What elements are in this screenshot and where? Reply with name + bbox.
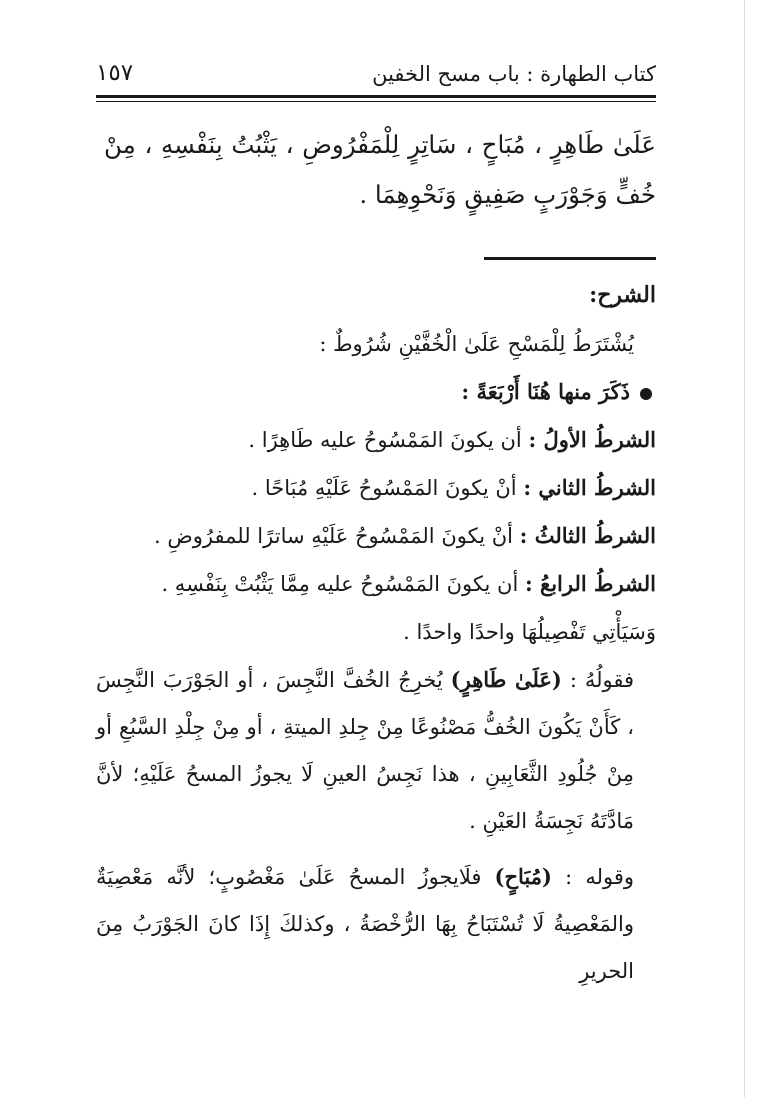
page-header	[96, 56, 656, 96]
condition-item	[96, 560, 656, 608]
header-rule-thin	[96, 101, 656, 102]
page-number: ١٥٧	[96, 60, 134, 86]
header-rule-thick	[96, 95, 656, 98]
condition-label: الشرطُ الرابعُ :	[524, 571, 656, 596]
condition-item	[96, 512, 656, 560]
condition-item	[96, 416, 656, 464]
paragraph-taher	[96, 656, 656, 845]
condition-text: أنْ يكونَ المَمْسُوحُ عَلَيْهِ ساترًا للمفرُوضِ .	[154, 524, 513, 548]
detail-note: وَسَيَأْتِي تَفْصِيلُهَا واحدًا واحدًا .	[403, 620, 656, 644]
condition-text: أنْ يكونَ المَمْسُوحُ عَلَيْهِ مُبَاحًا .	[251, 476, 517, 500]
para1-lead: فقولُهُ :	[569, 668, 634, 692]
para1-text: يُخرِجُ الخُفَّ النَّجِسَ ، أو الجَوْرَبَ النَّجِسَ ، كَأَنْ يَكُونَ الخُفُّ مَصْنُوعًا مِنْ جِلدِ الميتةِ ، أو مِنْ جِلْدِ السَّبُعِ أو مِنْ جُلُودِ الثَّعَابِينِ ، هذا نَجِسُ العينِ لَا يجوزُ المسحُ عَلَيْهِ؛ لأنَّ مَادَّتَهُ نَجِسَةُ العَيْنِ .	[96, 668, 634, 833]
condition-label: الشرطُ الثالثُ :	[519, 523, 656, 548]
condition-label: الشرطُ الثاني :	[523, 475, 656, 500]
main-text: عَلَىٰ طَاهِرٍ ، مُبَاحٍ ، سَاتِرٍ لِلْمَفْرُوضِ ، يَثْبُتُ بِنَفْسِهِ ، مِنْ خُفٍّ وَجَوْرَبٍ صَفِيقٍ وَنَحْوِهِمَا .	[104, 130, 656, 209]
paragraph-gap	[96, 845, 656, 853]
condition-text: أن يكونَ المَمْسُوحُ عليه مِمَّا يَثْبُتْ بِنَفْسِهِ .	[161, 572, 519, 596]
running-title: كتاب الطهارة : باب مسح الخفين	[372, 62, 656, 86]
condition-item	[96, 464, 656, 512]
term-mubah: (مُبَاحٍ)	[494, 864, 552, 889]
bullet-text: ذَكَرَ منها هُنَا أَرْبَعَةً :	[461, 379, 630, 404]
commentary-heading: الشرح:	[589, 282, 656, 308]
bullet-icon	[640, 388, 652, 400]
para2-lead: وقوله :	[565, 865, 634, 889]
paragraph-mubah	[96, 853, 656, 995]
term-taher: (عَلَىٰ طَاهِرٍ)	[450, 667, 562, 692]
condition-label: الشرطُ الأولُ :	[528, 427, 656, 452]
commentary	[96, 270, 656, 995]
condition-text: أن يكونَ المَمْسُوحُ عليه طَاهِرًا .	[248, 428, 522, 452]
bullet-item	[96, 368, 656, 416]
text-separator	[484, 257, 656, 260]
page-edge	[744, 0, 745, 1097]
para2-text: فلَايجوزُ المسحُ عَلَىٰ مَغْصُوبٍ؛ لأنَّه مَعْصِيَةٌ والمَعْصِيةُ لَا تُسْتَبَاحُ بِهَا الرُّخْصَةُ ، وكذلكَ إِذَا كانَ الجَوْرَبُ مِنَ الحريرِ	[96, 865, 634, 983]
commentary-intro: يُشْتَرَطُ لِلْمَسْحِ عَلَىٰ الْخُفَّيْنِ شُرُوطٌ :	[319, 332, 634, 356]
